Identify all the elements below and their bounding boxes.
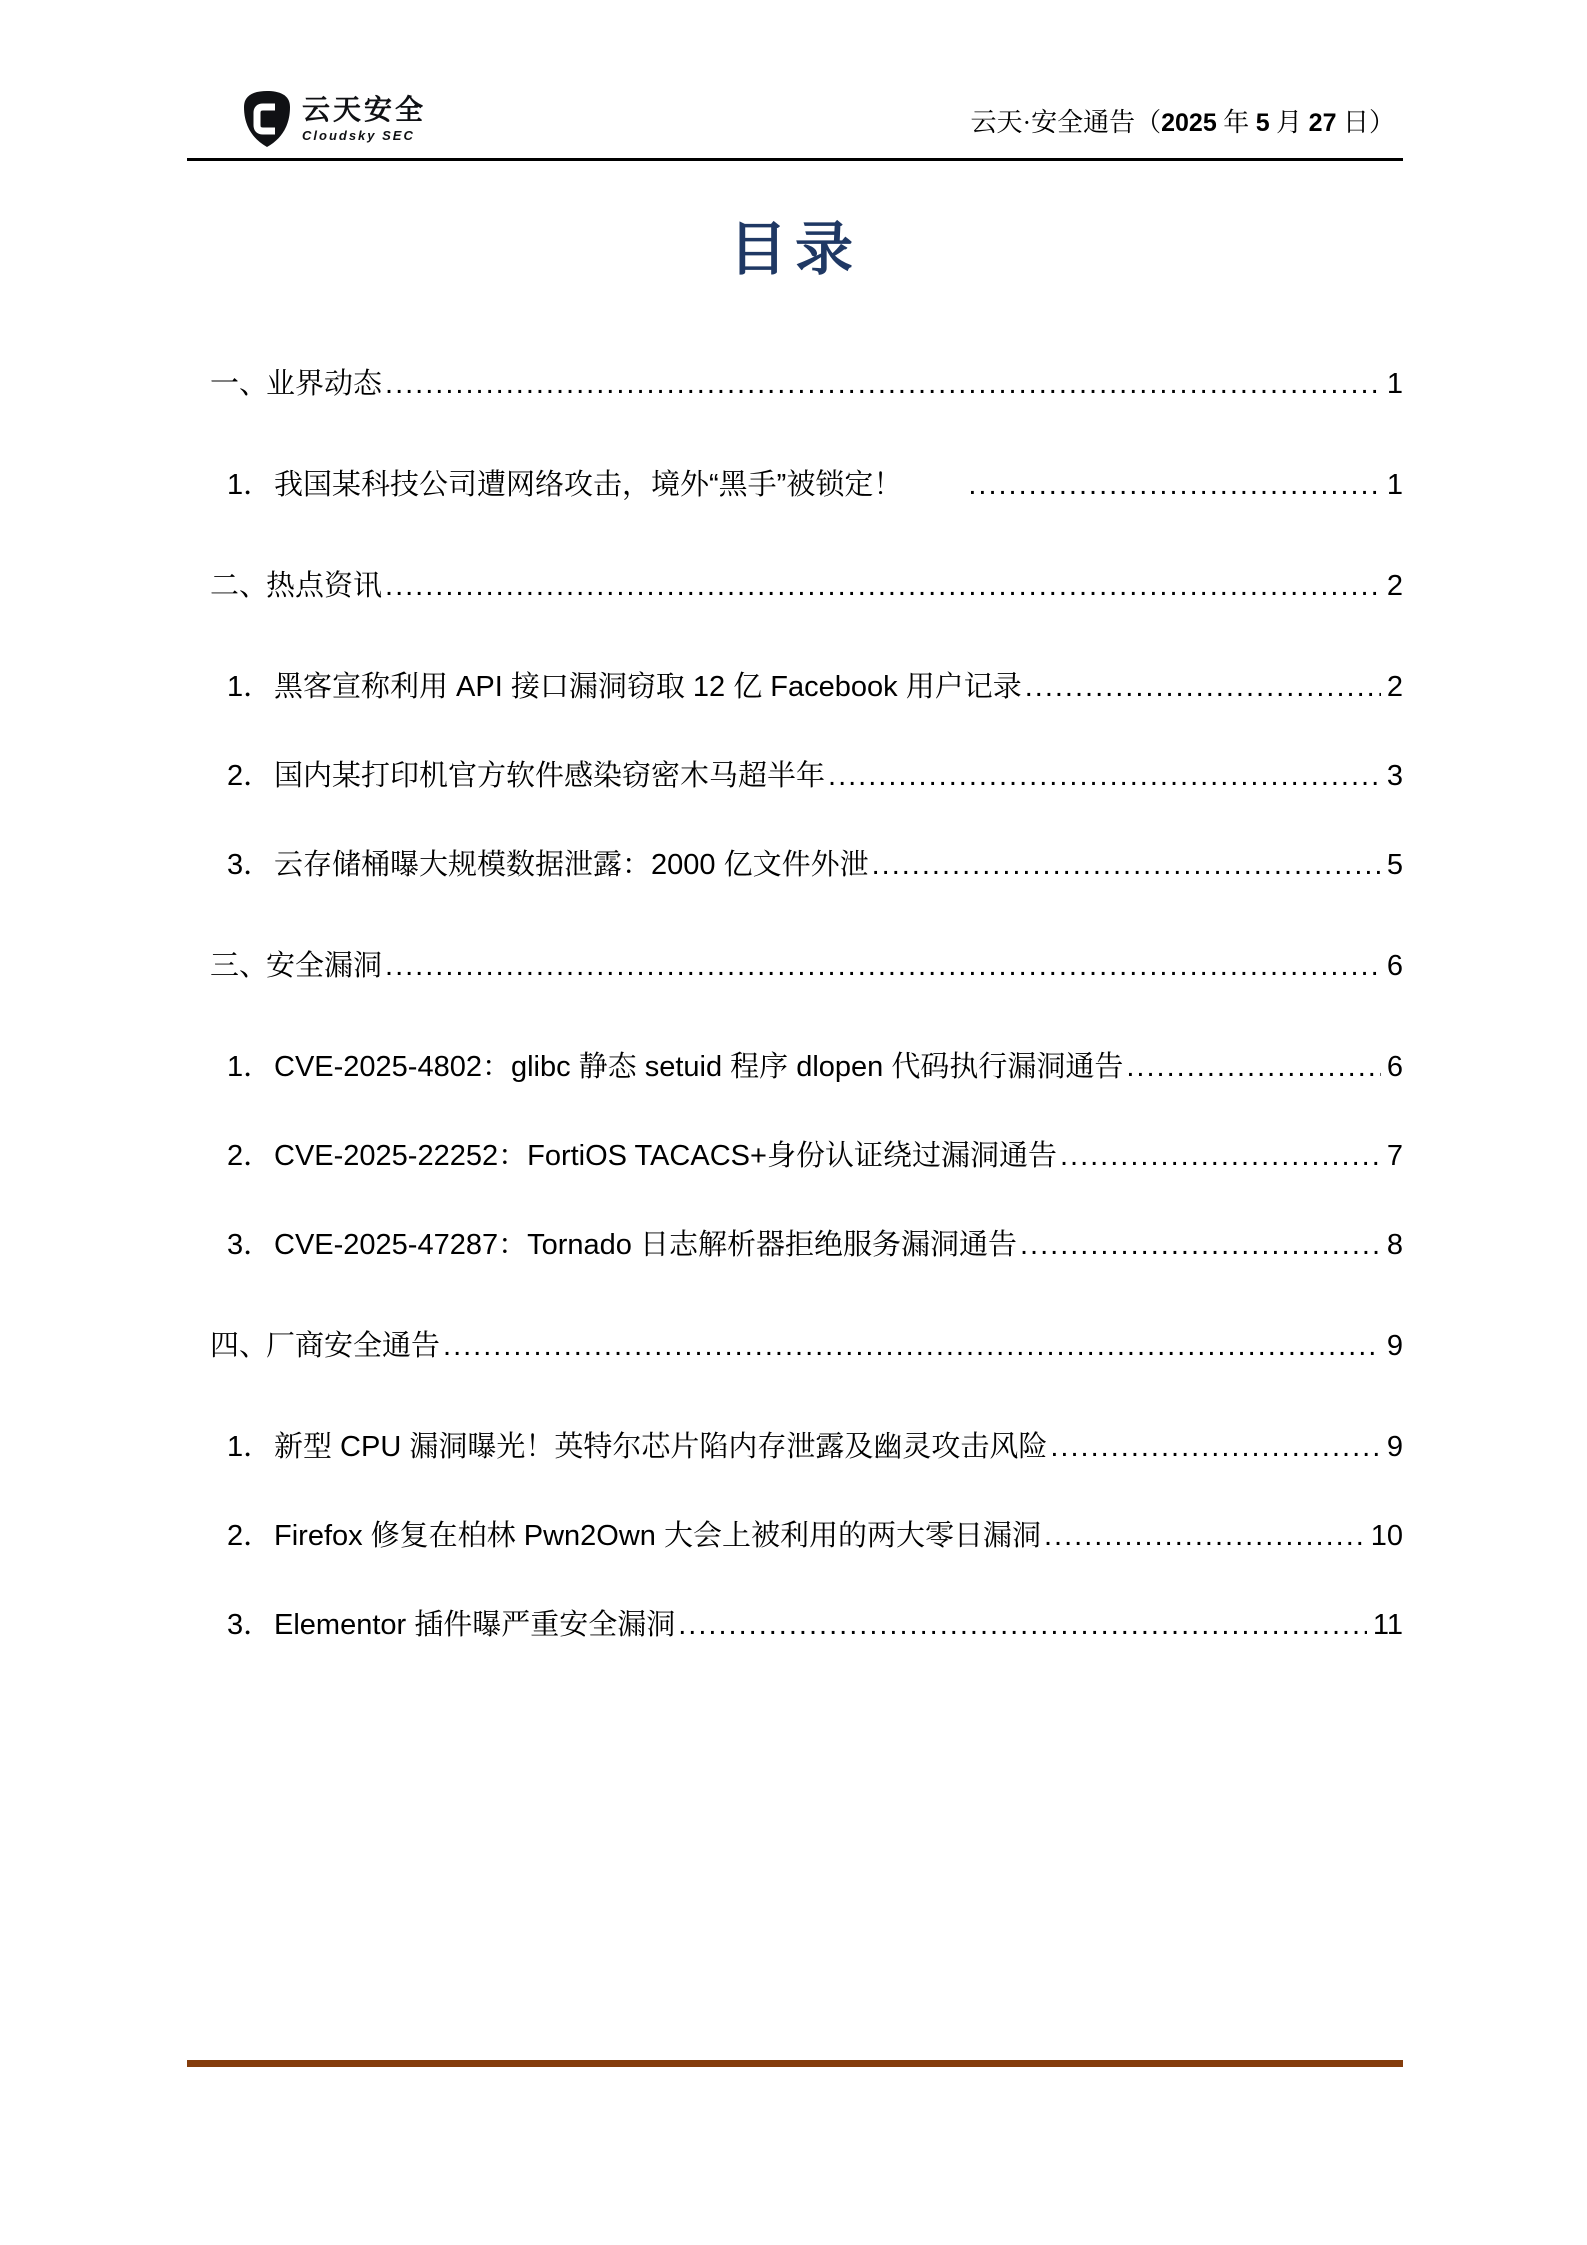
- toc-entry-title: CVE-2025-22252：FortiOS TACACS+身份认证绕过漏洞通告: [274, 1140, 1057, 1172]
- toc-page-number: 10: [1370, 1520, 1403, 1552]
- toc-entry[interactable]: [187, 1315, 1403, 1365]
- toc-dot-leader: [872, 846, 1381, 884]
- toc-entry-title: Elementor 插件曝严重安全漏洞: [274, 1609, 676, 1641]
- brand-text: [302, 96, 426, 142]
- toc-entry[interactable]: [187, 1226, 1403, 1264]
- toc-dot-leader: [385, 567, 1381, 605]
- doc-year-suffix: 年: [1216, 108, 1256, 137]
- toc-entry-number: 四、: [210, 1330, 269, 1362]
- toc-entry-title: 国内某打印机官方软件感染窃密木马超半年: [274, 760, 826, 792]
- document-title-date: [970, 108, 1395, 138]
- toc-entry[interactable]: [187, 1606, 1403, 1644]
- toc-entry[interactable]: [187, 935, 1403, 985]
- toc-entry-number: 1．: [227, 1431, 273, 1463]
- toc-dot-leader: [1020, 1226, 1381, 1264]
- footer-divider: [187, 2060, 1403, 2067]
- toc-entry-number: 2．: [227, 1140, 273, 1172]
- shield-c-logo-icon: [240, 90, 294, 148]
- toc-dot-leader: [828, 757, 1381, 795]
- toc-entry-number: 2．: [227, 1520, 273, 1552]
- toc-dot-leader: [1025, 668, 1381, 706]
- toc-entry-title: 我国某科技公司遭网络攻击，境外“黑手”被锁定！: [274, 469, 903, 501]
- toc-dot-leader: [1044, 1517, 1365, 1555]
- toc-entry[interactable]: [187, 668, 1403, 706]
- toc-page-number: 11: [1372, 1609, 1403, 1641]
- toc-entry-title: Firefox 修复在柏林 Pwn2Own 大会上被利用的两大零日漏洞: [274, 1520, 1041, 1552]
- toc-page-number: 5: [1386, 849, 1403, 881]
- toc-entry-title: 业界动态: [266, 368, 383, 400]
- toc-dot-leader: [1060, 1137, 1381, 1175]
- toc-entry[interactable]: [187, 353, 1403, 403]
- toc-dot-leader: [968, 466, 1381, 504]
- toc-page-number: 3: [1386, 760, 1403, 792]
- toc-entry[interactable]: [187, 757, 1403, 795]
- toc-entry-number: 三、: [210, 950, 269, 982]
- toc-page-number: 6: [1386, 950, 1403, 982]
- header-divider: [187, 158, 1403, 161]
- toc-entry[interactable]: [187, 1428, 1403, 1466]
- toc-page-number: 1: [1386, 368, 1403, 400]
- toc-entry-number: 3．: [227, 849, 273, 881]
- toc-entry-title: CVE-2025-4802：glibc 静态 setuid 程序 dlopen 代码执行漏洞通告: [274, 1051, 1124, 1083]
- toc-page-number: 9: [1386, 1330, 1403, 1362]
- toc-page-number: 2: [1386, 570, 1403, 602]
- toc-dot-leader: [385, 365, 1381, 403]
- doc-day-suffix: 日）: [1336, 108, 1395, 137]
- toc-page-number: 7: [1386, 1140, 1403, 1172]
- toc-entry[interactable]: [187, 466, 1403, 504]
- toc-entry-title: 安全漏洞: [266, 950, 383, 982]
- toc-entry-number: 二、: [210, 570, 269, 602]
- toc-entry-title: 云存储桶曝大规模数据泄露：2000 亿文件外泄: [274, 849, 869, 881]
- toc-dot-leader: [385, 947, 1381, 985]
- toc-dot-leader: [443, 1327, 1381, 1365]
- doc-month: 5: [1255, 109, 1270, 137]
- brand-name-cn: 云天安全: [302, 94, 427, 125]
- toc-entry-number: 3．: [227, 1229, 273, 1261]
- toc-dot-leader: [1050, 1428, 1381, 1466]
- doc-month-suffix: 月: [1269, 108, 1309, 137]
- toc-page-number: 1: [1386, 469, 1403, 501]
- toc-entry-number: 一、: [210, 368, 269, 400]
- toc-entry-number: 1．: [227, 671, 273, 703]
- doc-year: 2025: [1161, 109, 1217, 137]
- toc-entry[interactable]: [187, 846, 1403, 884]
- toc-entry-number: 2．: [227, 760, 273, 792]
- brand-name-en: Cloudsky SEC: [302, 128, 415, 143]
- toc-page-number: 2: [1386, 671, 1403, 703]
- toc-page-number: 9: [1386, 1431, 1403, 1463]
- toc-entry-number: 3．: [227, 1609, 273, 1641]
- brand-logo: [240, 90, 426, 148]
- toc-entry-title: 新型 CPU 漏洞曝光！英特尔芯片陷内存泄露及幽灵攻击风险: [274, 1431, 1048, 1463]
- toc-dot-leader: [678, 1606, 1367, 1644]
- toc-page-number: 8: [1386, 1229, 1403, 1261]
- toc-title: 目录: [728, 217, 861, 282]
- toc-entry[interactable]: [187, 555, 1403, 605]
- toc-entry[interactable]: [187, 1137, 1403, 1175]
- doc-day: 27: [1308, 109, 1337, 137]
- toc-entry-number: 1．: [227, 1051, 273, 1083]
- toc-entry-title: 厂商安全通告: [266, 1330, 441, 1362]
- table-of-contents: [187, 215, 1403, 1695]
- toc-entry-number: 1．: [227, 469, 273, 501]
- toc-entry[interactable]: [187, 1517, 1403, 1555]
- doc-title-prefix: 云天·安全通告（: [970, 108, 1162, 137]
- toc-entry-title: CVE-2025-47287：Tornado 日志解析器拒绝服务漏洞通告: [274, 1229, 1017, 1261]
- toc-dot-leader: [1126, 1048, 1380, 1086]
- toc-page-number: 6: [1386, 1051, 1403, 1083]
- toc-entry-title: 黑客宣称利用 API 接口漏洞窃取 12 亿 Facebook 用户记录: [274, 671, 1022, 703]
- toc-entry-title: 热点资讯: [266, 570, 383, 602]
- toc-entry[interactable]: [187, 1048, 1403, 1086]
